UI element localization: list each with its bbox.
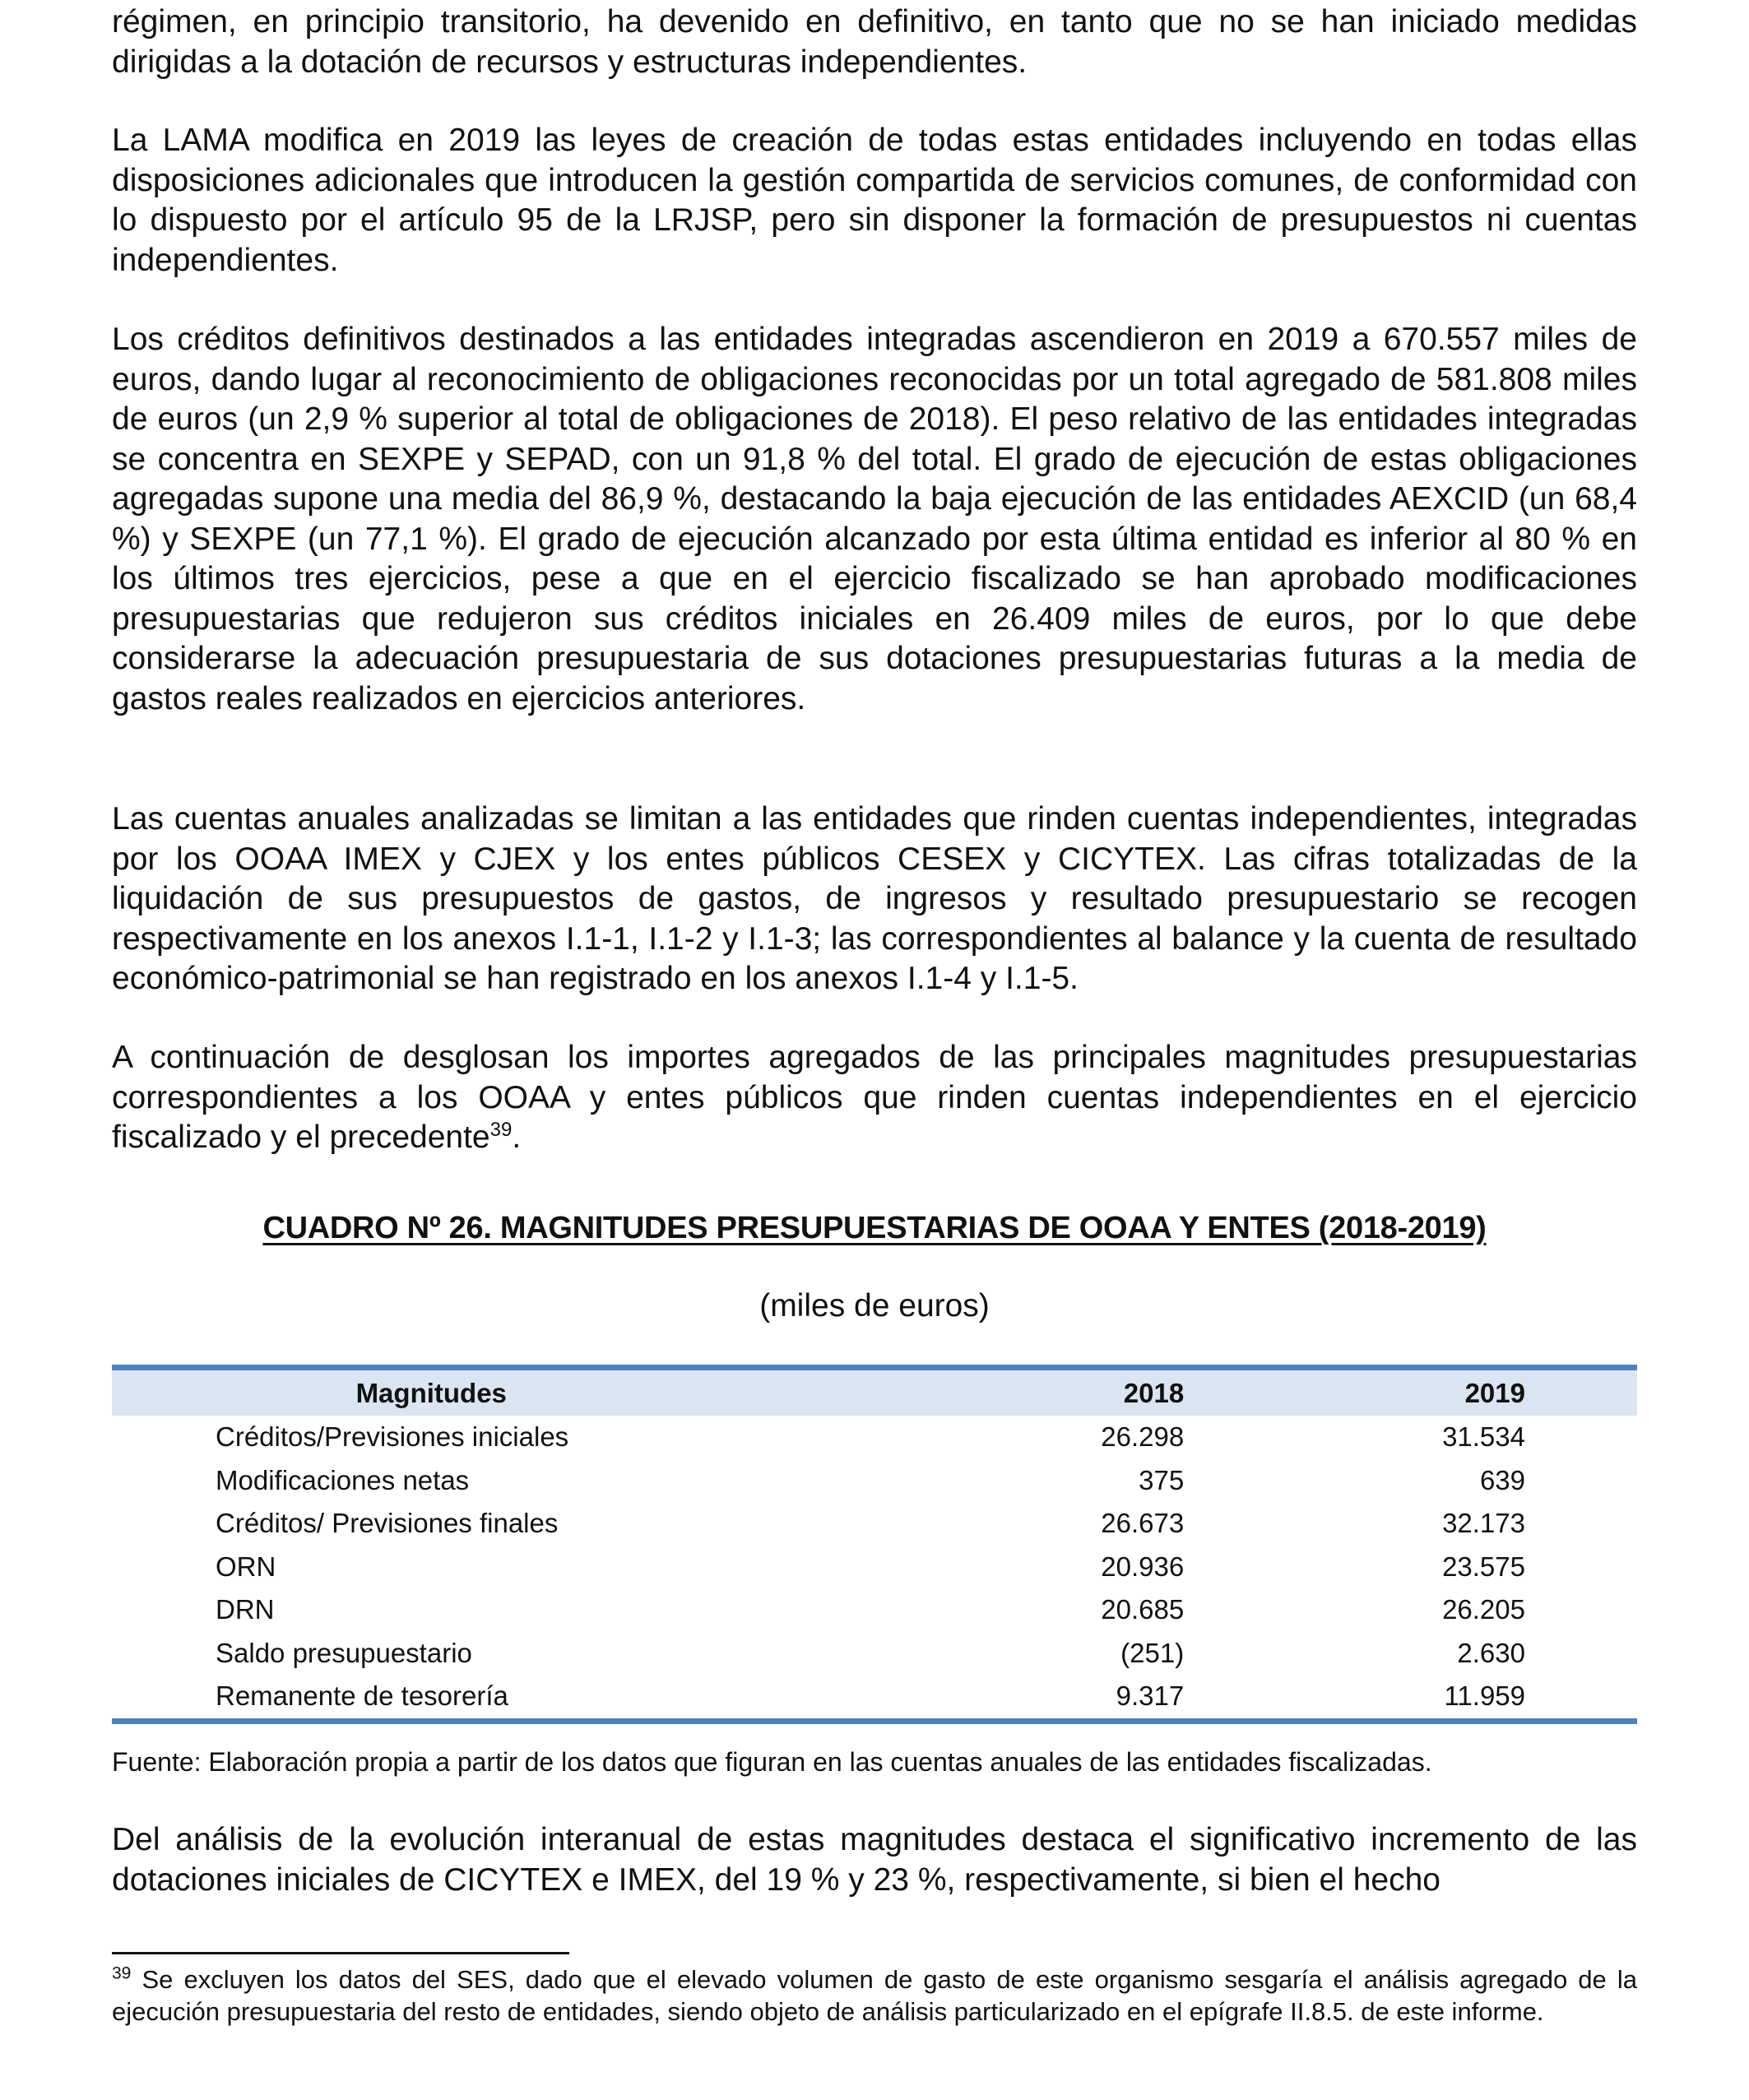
- value-2018: 20.936: [1101, 1551, 1185, 1582]
- table-row: [112, 1588, 1637, 1632]
- footnote-reference[interactable]: 39: [489, 1119, 513, 1141]
- header-2019: 2019: [1184, 1368, 1637, 1416]
- row-label: Remanente de tesorería: [112, 1675, 750, 1721]
- table-title: CUADRO Nº 26. MAGNITUDES PRESUPUESTARIAS DE OOAA Y ENTES (2018-2019): [262, 1211, 1487, 1245]
- value-2018: 26.298: [1101, 1421, 1185, 1453]
- table-source-note: Fuente: Elaboración propia a partir de los datos que figuran en las cuentas anuales de las entidades fiscalizadas.: [112, 1747, 1432, 1777]
- table-unit: (miles de euros): [759, 1288, 990, 1324]
- value-2019: 2.630: [1457, 1637, 1525, 1668]
- row-label: ORN: [216, 1551, 276, 1582]
- value-2019: 11.959: [1184, 1675, 1637, 1721]
- table-row: [112, 1546, 1637, 1589]
- row-label: DRN: [216, 1594, 275, 1625]
- header-2018: 2018: [750, 1368, 1184, 1416]
- value-2018: 20.685: [1101, 1594, 1185, 1625]
- table-row: [112, 1675, 1637, 1721]
- paragraph-4: [112, 1038, 1637, 1158]
- row-label: Créditos/Previsiones iniciales: [216, 1421, 569, 1453]
- paragraph-3: Las cuentas anuales analizadas se limitan a las entidades que rinden cuentas independientes, integradas por los OOAA IMEX y CJEX y los entes públicos CESEX y CICYTEX. Las cifras totalizadas de la liquidación de sus presupuestos de gastos, de ingresos y resultado presupuestario se recogen respectivamente en los anexos I.1-1, I.1-2 y I.1-3; las correspondientes al balance y la cuenta de resultado económico-patrimonial se han registrado en los anexos I.1-4 y I.1-5.: [112, 801, 1637, 996]
- value-2018: 26.673: [1101, 1508, 1185, 1539]
- budget-magnitudes-table: [112, 1365, 1637, 1724]
- value-2019: 31.534: [1442, 1421, 1525, 1453]
- table-row: [112, 1632, 1637, 1676]
- paragraph-1: La LAMA modifica en 2019 las leyes de creación de todas estas entidades incluyendo en todas ellas disposiciones adicionales que introducen la gestión compartida de servicios comunes, de conformidad con lo dispuesto por el artículo 95 de la LRJSP, pero sin disponer la formación de presupuestos ni cuentas independientes.: [112, 123, 1637, 278]
- table-header-row: [112, 1368, 1637, 1416]
- table-row: [112, 1459, 1637, 1503]
- row-label: Modificaciones netas: [216, 1464, 470, 1495]
- footnote-separator: [112, 1952, 569, 1954]
- value-2018: (251): [1120, 1637, 1185, 1668]
- value-2018: 375: [1139, 1464, 1185, 1495]
- paragraph-4-end: .: [512, 1120, 522, 1155]
- paragraph-2: Los créditos definitivos destinados a las entidades integradas ascendieron en 2019 a 670.557 miles de euros, dando lugar al reconocimiento de obligaciones reconocidas por un total agregado de 581.808 miles de euros (un 2,9 % superior al total de obligaciones de 2018). El peso relativo de las entidades integradas se concentra en SEXPE y SEPAD, con un 91,8 % del total. El grado de ejecución de estas obligaciones agregadas supone una media del 86,9 %, destacando la baja ejecución de las entidades AEXCID (un 68,4 %) y SEXPE (un 77,1 %). El grado de ejecución alcanzado por esta última entidad es inferior al 80 % en los últimos tres ejercicios, pese a que en el ejercicio fiscalizado se han aprobado modificaciones presupuestarias que redujeron sus créditos iniciales en 26.409 miles de euros, por lo que debe considerarse la adecuación presupuestaria de sus dotaciones presupuestarias futuras a la media de gastos reales realizados en ejercicios anteriores.: [112, 322, 1637, 716]
- value-2018: 9.317: [750, 1675, 1184, 1721]
- footnote-number: 39: [112, 1963, 132, 1983]
- value-2019: 639: [1479, 1464, 1525, 1495]
- row-label: Créditos/ Previsiones finales: [216, 1508, 559, 1539]
- paragraph-5: Del análisis de la evolución interanual de estas magnitudes destaca el significativo incremento de las dotaciones iniciales de CICYTEX e IMEX, del 19 % y 23 %, respectivamente, si bien el hecho: [112, 1822, 1637, 1898]
- footnote: [112, 1964, 1637, 2028]
- header-magnitudes: Magnitudes: [112, 1368, 750, 1416]
- row-label: Saldo presupuestario: [216, 1637, 472, 1668]
- table-row: [112, 1502, 1637, 1546]
- paragraph-0: régimen, en principio transitorio, ha devenido en definitivo, en tanto que no se han iniciado medidas dirigidas a la dotación de recursos y estructuras independientes.: [112, 4, 1637, 80]
- value-2019: 26.205: [1442, 1594, 1525, 1625]
- paragraph-4-text: A continuación de desglosan los importes agregados de las principales magnitudes presupuestarias correspondientes a los OOAA y entes públicos que rinden cuentas independientes en el ejercicio fiscalizado y el precedente: [112, 1040, 1637, 1155]
- value-2019: 32.173: [1442, 1508, 1525, 1539]
- footnote-text: Se excluyen los datos del SES, dado que el elevado volumen de gasto de este organismo sesgaría el análisis agregado de la ejecución presupuestaria del resto de entidades, siendo objeto de análisis particularizado en el epígrafe II.8.5. de este informe.: [112, 1965, 1637, 2026]
- value-2019: 23.575: [1442, 1551, 1525, 1582]
- table-row: [112, 1416, 1637, 1459]
